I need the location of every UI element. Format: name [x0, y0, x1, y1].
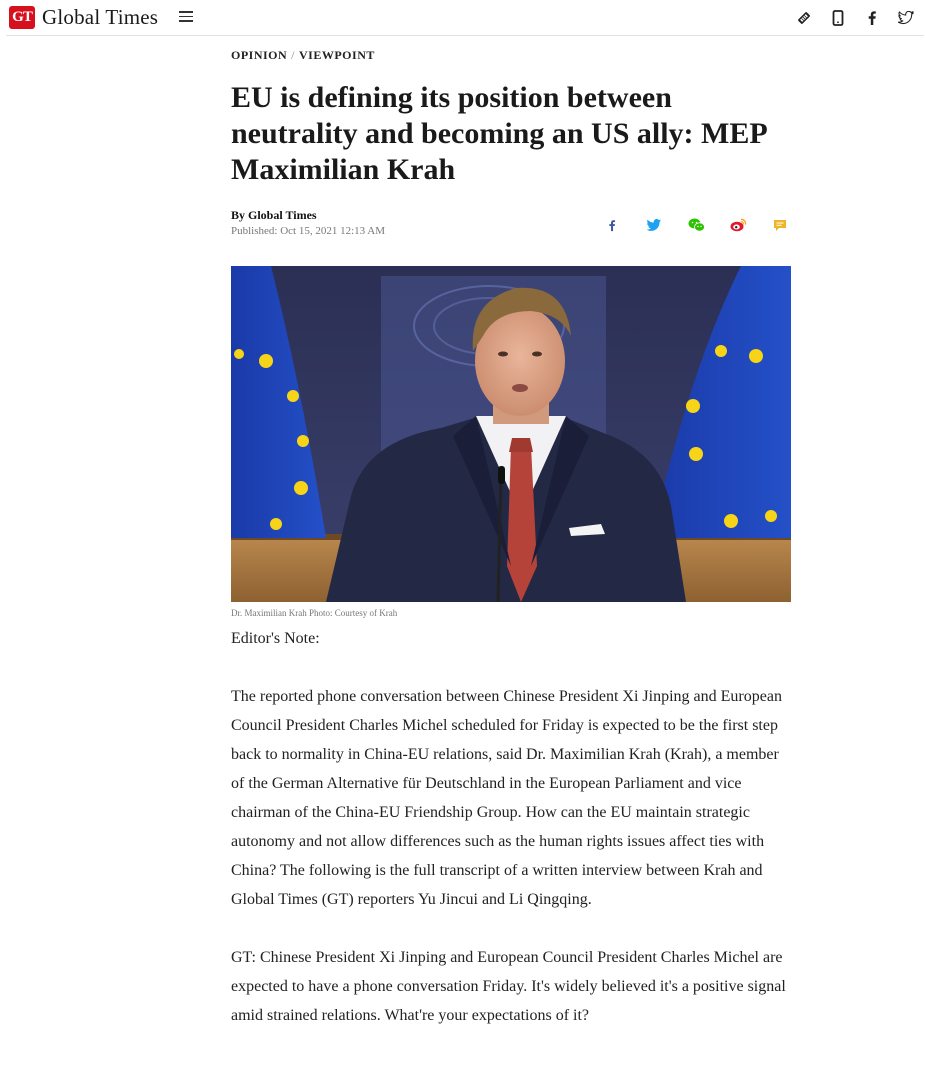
published-date: Published: Oct 15, 2021 12:13 AM: [231, 225, 386, 237]
section-link[interactable]: OPINION: [231, 48, 288, 62]
share-bar: [601, 216, 791, 234]
subsection-link[interactable]: VIEWPOINT: [299, 48, 375, 62]
paragraph: Editor's Note:: [231, 630, 320, 647]
article-photo: [231, 266, 791, 602]
photo-caption: Dr. Maximilian Krah Photo: Courtesy of Krah: [231, 608, 398, 618]
breadcrumb-separator: /: [291, 48, 296, 62]
logo-mark: GT: [9, 6, 35, 29]
share-comment-icon[interactable]: [769, 216, 791, 234]
section-breadcrumb: [231, 48, 793, 63]
header-icons: [794, 8, 916, 28]
logo-text: Global Times: [42, 5, 159, 29]
twitter-icon[interactable]: [896, 8, 916, 28]
article: [231, 48, 793, 1059]
paragraph: The reported phone conversation between Chinese President Xi Jinping and European Council President Charles Michel scheduled for Friday is expected to be the first step back to normality in China-EU relations, said Dr. Maximilian Krah (Krah), a member of the German Alternative für Deutschland in the European Parliament and vice chairman of the China-EU Friendship Group. How can the EU maintain strategic autonomy and not allow differences such as the human rights issues affect ties with China? The following is the full transcript of a written interview between Krah and Global Times (GT) reporters Yu Jincui and Li Qingqing.: [231, 688, 782, 908]
top-navigation-bar: [6, 0, 924, 36]
byline: [231, 208, 793, 248]
article-title: EU is defining its position between neutrality and becoming an US ally: MEP Maximilian Krah: [231, 81, 767, 186]
share-facebook-icon[interactable]: [601, 216, 623, 234]
author: By Global Times: [231, 208, 317, 222]
pen-icon[interactable]: [794, 8, 814, 28]
share-twitter-icon[interactable]: [643, 216, 665, 234]
paragraph: GT: Chinese President Xi Jinping and European Council President Charles Michel are expected to have a phone conversation Friday. It's widely believed it's a positive signal amid strained relations. What're your expectations of it?: [231, 949, 786, 1024]
menu-icon[interactable]: [179, 9, 193, 23]
article-body: [231, 624, 793, 1030]
mobile-icon[interactable]: [828, 8, 848, 28]
facebook-icon[interactable]: [862, 8, 882, 28]
share-wechat-icon[interactable]: [685, 216, 707, 234]
share-weibo-icon[interactable]: [727, 216, 749, 234]
site-logo[interactable]: [9, 5, 158, 30]
